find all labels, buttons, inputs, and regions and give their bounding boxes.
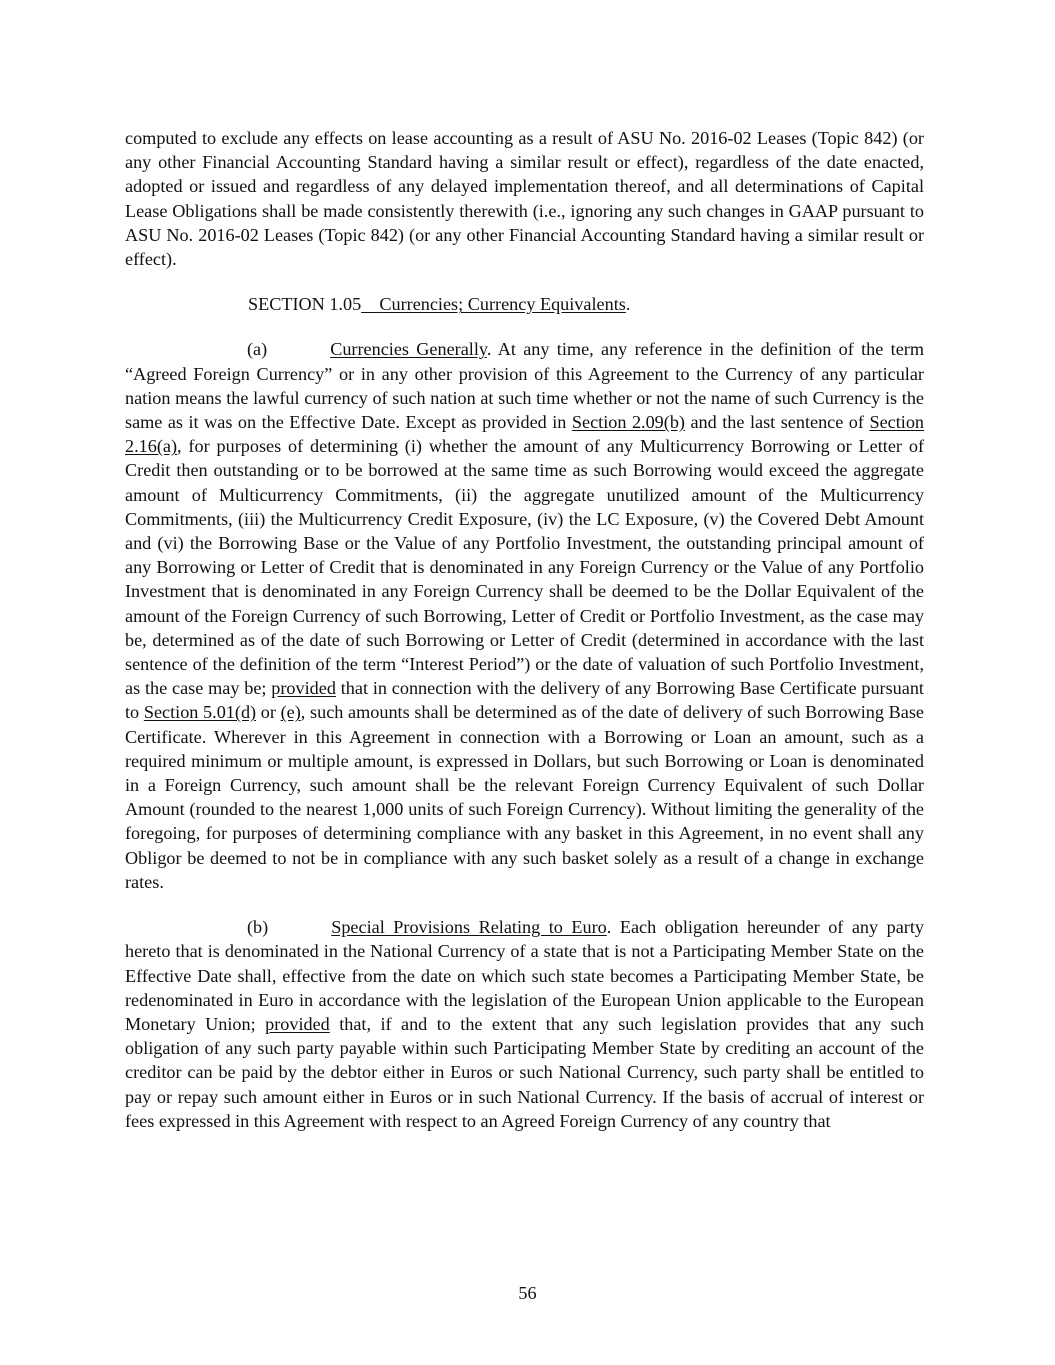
paragraph-b-text: . Each obligation hereunder of any party hereto that is denominated in the National Currency of a state that is not a Participating Member State on the Effective Date shall, effective from the date on which such state becomes a Participating Member State, be redenominated in Euro in accordance with the legislation of the European Union applicable to the European Monetary Union; bbox=[125, 917, 925, 1034]
provided-term: provided bbox=[271, 678, 336, 699]
section-heading bbox=[125, 292, 924, 316]
paragraph-a bbox=[125, 337, 924, 894]
paragraph-a-text: and the last sentence of bbox=[684, 412, 870, 433]
paragraph-b-label: (b) bbox=[247, 917, 269, 938]
section-reference: Section 2.09(b) bbox=[571, 412, 685, 433]
page-body bbox=[125, 126, 924, 1133]
section-number: SECTION 1.05 bbox=[248, 294, 362, 315]
section-reference: Section 5.01(d) bbox=[143, 702, 257, 723]
paragraph-a-text: , for purposes of determining (i) whether the amount of any Multicurrency Borrowing or Letter of Credit then outstanding or to be borrowed at the same time as such Borrowing would exceed the aggregate amount of Multicurrency Commitments, (ii) the aggregate unutilized amount of the Multicurrency Commitments, (iii) the Multicurrency Credit Exposure, (iv) the LC Exposure, (v) the Covered Debt Amount and (vi) the Borrowing Base or the Value of any Portfolio Investment, the outstanding principal amount of any Borrowing or Letter of Credit that is denominated in any Foreign Currency or the Value of any Portfolio Investment that is denominated in any Foreign Currency shall be deemed to be the Dollar Equivalent of the amount of the Foreign Currency of such Borrowing, Letter of Credit or Portfolio Investment, as the case may be, determined as of the date of such Borrowing or Letter of Credit (determined in accordance with the last sentence of the definition of the term “Interest Period”) or the date of valuation of such Portfolio Investment, as the case may be; bbox=[125, 436, 924, 699]
paragraph-b bbox=[125, 915, 924, 1133]
section-reference: (e) bbox=[280, 702, 301, 723]
intro-paragraph: computed to exclude any effects on lease accounting as a result of ASU No. 2016-02 Leases (Topic 842) (or any other Financial Accounting Standard having a similar result or effect), regardless of the date enacted, adopted or issued and regardless of any delayed implementation thereof, and all determinations of Capital Lease Obligations shall be made consistently therewith (i.e., ignoring any such changes in GAAP pursuant to ASU No. 2016-02 Leases (Topic 842) (or any other Financial Accounting Standard having a similar result or effect). bbox=[125, 128, 924, 270]
paragraph-a-label: (a) bbox=[247, 339, 268, 360]
paragraph-a-text: that in connection with the delivery of any Borrowing Base Certificate pursuant to bbox=[125, 678, 924, 723]
section-reference: Section 2.16(a) bbox=[125, 412, 925, 457]
page-number: 56 bbox=[518, 1283, 537, 1303]
paragraph-a-heading: Currencies Generally bbox=[330, 339, 487, 360]
paragraph-a-text: , such amounts shall be determined as of the date of delivery of such Borrowing Base Certificate. Wherever in this Agreement in connection with a Borrowing or Loan an amount, such as a required minimum or multiple amount, is expressed in Dollars, but such Borrowing or Loan is denominated in a Foreign Currency, such amount shall be the relevant Foreign Currency Equivalent of such Dollar Amount (rounded to the nearest 1,000 units of such Foreign Currency). Without limiting the generality of the foregoing, for purposes of determining compliance with any basket in this Agreement, in no event shall any Obligor be deemed to not be in compliance with any such basket solely as a result of a change in exchange rates. bbox=[125, 702, 924, 892]
provided-term: provided bbox=[265, 1013, 330, 1034]
section-title: Currencies; Currency Equivalents bbox=[379, 294, 626, 315]
paragraph-a-text: . At any time, any reference in the definition of the term “Agreed Foreign Currency” or in any other provision of this Agreement to the Currency of any particular nation means the lawful currency of such nation at such time whether or not the name of such Currency is the same as it was on the Effective Date. Except as provided in bbox=[125, 339, 924, 433]
paragraph-b-text: that, if and to the extent that any such legislation provides that any such obligation of any such party payable within such Participating Member State by crediting an account of the creditor can be paid by the debtor either in Euros or such National Currency, such party shall be entitled to pay or repay such amount either in Euros or in such National Currency. If the basis of accrual of interest or fees expressed in this Agreement with respect to an Agreed Foreign Currency of any country that bbox=[125, 1013, 925, 1131]
paragraph-a-text: or bbox=[256, 702, 281, 723]
paragraph-b-heading: Special Provisions Relating to Euro bbox=[331, 917, 607, 938]
section-title-period: . bbox=[625, 294, 631, 315]
